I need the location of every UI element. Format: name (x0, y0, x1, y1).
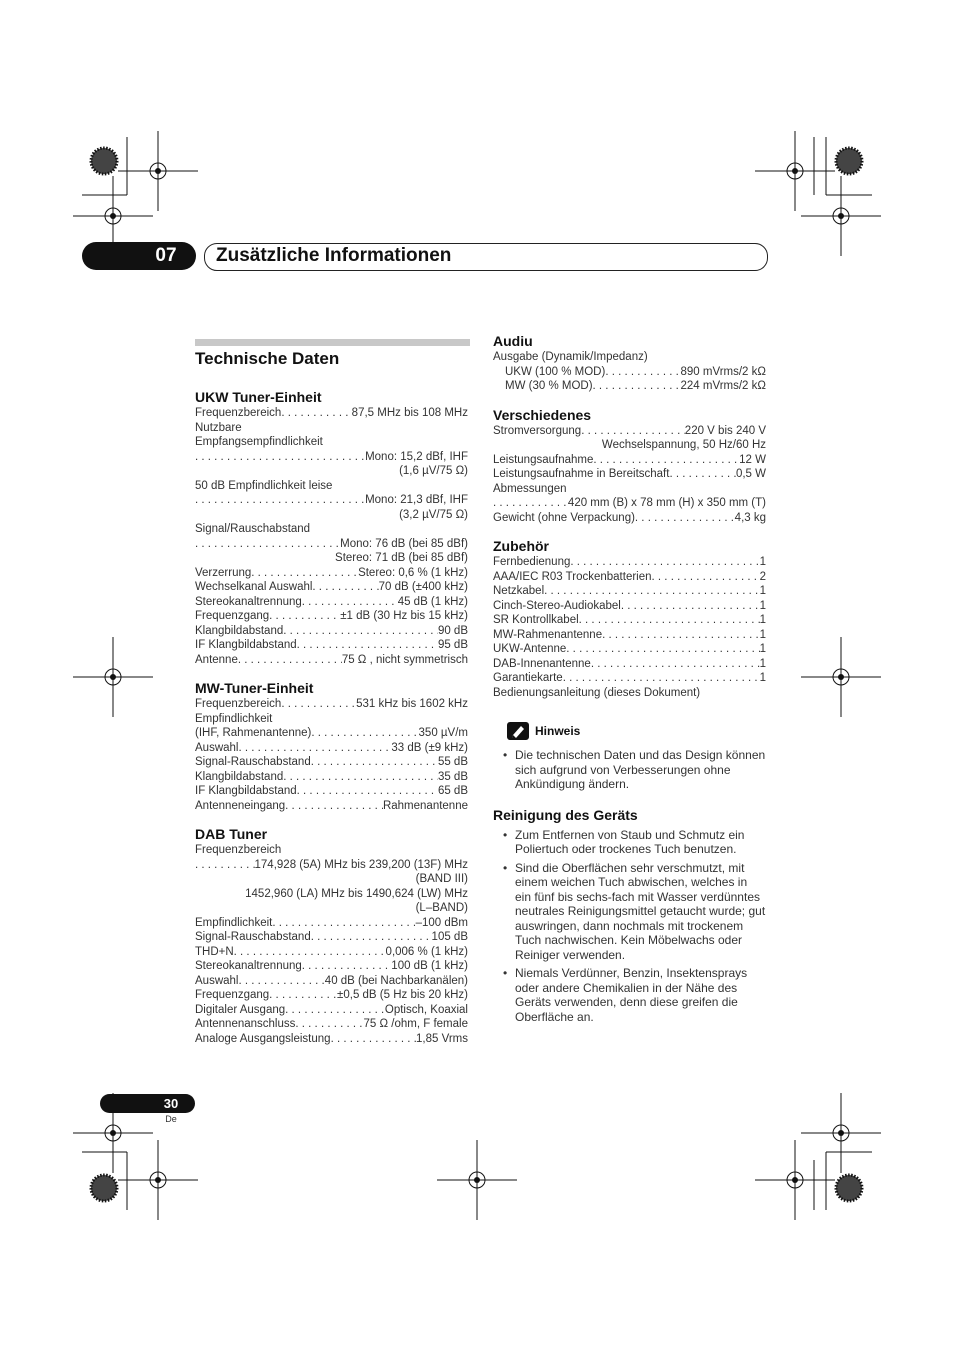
ukw-heading: UKW Tuner-Einheit (195, 389, 322, 405)
spec-label: Gewicht (ohne Verpackung) (493, 511, 635, 524)
spec-value: 4,3 kg (734, 511, 766, 524)
spec-row (493, 379, 766, 394)
spec-row (195, 406, 468, 421)
spec-label: IF Klangbildabstand (195, 785, 297, 797)
spec-value: 0,006 % (1 kHz) (385, 945, 468, 958)
accessory-row (493, 657, 766, 672)
accessory-row (493, 642, 766, 657)
spec-label: (IHF, Rahmenantenne) (195, 727, 312, 739)
right-column (493, 332, 766, 1036)
spec-row (195, 638, 468, 653)
spec-label: IF Klangbildabstand (195, 639, 297, 651)
spec-row (493, 365, 766, 380)
list-item: • Niemals Verdünner, Benzin, Insektensprays oder andere Chemikalien in der Nähe des Geräts verwenden, denn diese greifen die Oberfläche an. (493, 966, 766, 1024)
spec-value: Stereo: 71 dB (bei 85 dBf) (335, 552, 468, 564)
spec-label: Empfindlichkeit (195, 712, 273, 725)
list-item: • Sind die Oberflächen sehr verschmutzt, mit einem weichen Tuch abwischen, welches in ein fünf bis sechs-fach mit Wasser verdünntes neutrales Reinigungsmittel getaucht wurde; gut auswringen, dann nochmals mit trockenem Tuch nachwischen. Kein Möbelwachs oder Reiniger verwenden. (493, 861, 766, 963)
spec-row (195, 858, 468, 873)
spec-row (195, 726, 468, 741)
spec-label: THD+N (195, 945, 234, 958)
spec-value: (1,6 µV/75 Ω) (399, 465, 468, 477)
spec-row (493, 511, 766, 526)
spec-value: 33 dB (±9 kHz) (391, 741, 468, 754)
accessory-count: 1 (759, 599, 766, 612)
spec-row (195, 755, 468, 770)
spec-row (195, 609, 468, 624)
accessory-row (493, 613, 766, 628)
spec-value: –100 dBm (415, 916, 468, 929)
spec-value: 890 mVrms/2 kΩ (680, 365, 766, 378)
spec-label: Auswahl (195, 741, 239, 754)
spec-value: 1452,960 (LA) MHz bis 1490,624 (LW) MHz (245, 887, 468, 900)
spec-row (195, 450, 468, 465)
page-number: 30 (163, 1096, 179, 1111)
accessory-row (493, 599, 766, 614)
mw-heading: MW-Tuner-Einheit (195, 680, 314, 696)
spec-label: Klangbildabstand (195, 624, 284, 637)
spec-value: 55 dB (437, 756, 468, 768)
page-language: De (165, 1114, 177, 1124)
spec-value: 75 Ω , nicht symmetrisch (341, 653, 468, 666)
accessory-count: 1 (759, 657, 766, 670)
spec-value: 174,928 (5A) MHz bis 239,200 (13F) MHz (254, 858, 468, 871)
dab-block (195, 825, 468, 1046)
note-header (507, 722, 766, 740)
spec-row (493, 424, 766, 439)
spec-value: 95 dB (437, 639, 468, 651)
spec-label: 50 dB Empfindlichkeit leise (195, 479, 333, 492)
spec-row (195, 566, 468, 581)
accessory-label: Fernbedienung (493, 556, 571, 568)
spec-label: Signal-Rauschabstand (195, 756, 311, 768)
spec-label: Signal/Rauschabstand (195, 523, 311, 535)
spec-row (195, 1017, 468, 1032)
spec-row (195, 1003, 468, 1018)
spec-value: 224 mVrms/2 kΩ (680, 380, 766, 392)
spec-row (195, 493, 468, 508)
spec-row (195, 741, 468, 756)
spec-label: Frequenzgang (195, 989, 270, 1001)
accessory-count: 1 (759, 628, 766, 641)
accessory-count: 1 (759, 585, 766, 597)
spec-value: 220 V bis 240 V (684, 424, 766, 437)
spec-row (195, 988, 468, 1003)
chapter-title: Zusätzliche Informationen (216, 245, 452, 266)
spec-label: Wechselkanal Auswahl (195, 581, 313, 593)
spec-value: 0,5 W (735, 468, 766, 480)
spec-label: Verzerrung (195, 566, 252, 579)
chapter-number: 07 (155, 245, 177, 266)
spec-value: ±0,5 dB (5 Hz bis 20 kHz) (337, 989, 468, 1001)
spec-value: 35 dB (437, 770, 468, 783)
spec-value: 40 dB (bei Nachbarkanälen) (324, 974, 468, 987)
mw-block (195, 679, 468, 813)
accessory-label: MW-Rahmenantenne (493, 628, 603, 641)
spec-value: 105 dB (431, 931, 468, 943)
accessory-row (493, 555, 766, 570)
audiu-heading: Audiu (493, 333, 533, 349)
accessory-count: 2 (759, 570, 766, 583)
spec-label: Signal-Rauschabstand (195, 931, 311, 943)
accessory-count: 1 (759, 672, 766, 684)
spec-value: 350 µV/m (418, 727, 468, 739)
spec-row (195, 770, 468, 785)
spec-row (195, 784, 468, 799)
spec-row (195, 595, 468, 610)
spec-label: Empfindlichkeit (195, 916, 273, 929)
spec-label: Abmessungen (493, 482, 567, 495)
spec-value: 100 dB (1 kHz) (391, 960, 468, 972)
spec-row (493, 467, 766, 482)
spec-label: Stereokanaltrennung (195, 960, 302, 972)
spec-value: ±1 dB (30 Hz bis 15 kHz) (340, 610, 468, 622)
cleaning-list (493, 828, 766, 1025)
accessory-label: SR Kontrollkabel (493, 614, 579, 626)
spec-label: Leistungsaufnahme in Bereitschaft (493, 468, 670, 480)
spec-label: Auswahl (195, 974, 239, 987)
accessory-row (493, 671, 766, 686)
accessory-label: Bedienungsanleitung (dieses Dokument) (493, 686, 701, 699)
spec-row (195, 799, 468, 814)
spec-label: Frequenzbereich (195, 844, 282, 856)
spec-label: Stereokanaltrennung (195, 595, 302, 608)
spec-value: (L–BAND) (415, 902, 468, 914)
spec-row (195, 653, 468, 668)
spec-label: Frequenzbereich (195, 698, 282, 710)
spec-value: Mono: 21,3 dBf, IHF (365, 494, 468, 506)
accessory-label: DAB-Innenantenne (493, 657, 591, 670)
verschiedenes-heading: Verschiedenes (493, 406, 592, 423)
verschiedenes-block (493, 406, 766, 526)
spec-label: MW (30 % MOD) (505, 380, 593, 392)
reinigung-block (493, 806, 766, 1025)
note-text: • Die technischen Daten und das Design können sich aufgrund von Verbesserungen ohne Ankündigung ändern. (493, 748, 766, 792)
spec-value: 87,5 MHz bis 108 MHz (351, 407, 468, 419)
spec-value: Mono: 15,2 dBf, IHF (365, 450, 468, 463)
spec-value: Optisch, Koaxial (384, 1003, 468, 1016)
spec-row (195, 974, 468, 989)
spec-value: 90 dB (437, 624, 468, 637)
spec-row (195, 1032, 468, 1047)
list-item: • Zum Entfernen von Staub und Schmutz ein Poliertuch oder trockenes Tuch benutzen. (493, 828, 766, 857)
spec-label: Leistungsaufnahme (493, 453, 594, 466)
spec-value: (BAND III) (415, 873, 468, 885)
spec-row (195, 930, 468, 945)
spec-row (195, 697, 468, 712)
spec-row (195, 945, 468, 960)
spec-row (493, 453, 766, 468)
accessory-row (493, 628, 766, 643)
accessory-label: Cinch-Stereo-Audiokabel (493, 599, 621, 612)
dab-heading: DAB Tuner (195, 826, 268, 842)
spec-value: (3,2 µV/75 Ω) (399, 508, 468, 521)
spec-row (195, 580, 468, 595)
spec-value: Rahmenantenne (382, 799, 468, 812)
spec-value: Stereo: 0,6 % (1 kHz) (358, 566, 468, 579)
spec-row (493, 496, 766, 511)
spec-value: 75 Ω /ohm, F female (363, 1018, 468, 1030)
audiu-block (493, 332, 766, 394)
spec-value: 12 W (739, 453, 766, 466)
accessory-count: 1 (759, 556, 766, 568)
spec-label: UKW (100 % MOD) (505, 365, 606, 378)
zubehoer-heading: Zubehör (493, 538, 549, 554)
spec-label: Antenne (195, 653, 238, 666)
note-block (493, 722, 766, 792)
accessory-label: Garantiekarte (493, 672, 563, 684)
left-column (195, 388, 468, 1058)
spec-value: 65 dB (437, 785, 468, 797)
spec-value: Mono: 76 dB (bei 85 dBf) (340, 537, 468, 550)
spec-label: Antennenanschluss (195, 1018, 296, 1030)
ukw-block (195, 388, 468, 667)
spec-label: Nutzbare (195, 421, 242, 434)
accessory-row (493, 584, 766, 599)
spec-row (195, 624, 468, 639)
spec-label: Empfangsempfindlichkeit (195, 436, 323, 448)
spec-row (195, 959, 468, 974)
spec-label: Klangbildabstand (195, 770, 284, 783)
section-title: Technische Daten (195, 349, 340, 368)
spec-value: 531 kHz bis 1602 kHz (356, 698, 468, 710)
section-rule (195, 339, 470, 346)
spec-row (195, 916, 468, 931)
spec-label: Analoge Ausgangsleistung (195, 1032, 331, 1045)
spec-label: Antenneneingang (195, 799, 286, 812)
accessory-count: 1 (759, 614, 766, 626)
spec-value: 70 dB (±400 kHz) (378, 581, 468, 593)
spec-value: 45 dB (1 kHz) (397, 595, 468, 608)
note-label: Hinweis (535, 724, 581, 738)
spec-label: Frequenzgang (195, 610, 270, 622)
spec-value: Wechselspannung, 50 Hz/60 Hz (601, 439, 766, 451)
accessory-count: 1 (759, 643, 766, 655)
spec-label: Frequenzbereich (195, 407, 282, 419)
spec-value: 1,85 Vrms (416, 1032, 468, 1045)
zubehoer-block (493, 537, 766, 700)
spec-label: Ausgabe (Dynamik/Impedanz) (493, 351, 648, 363)
spec-label: Digitaler Ausgang (195, 1003, 286, 1016)
accessory-label: UKW-Antenne (493, 643, 567, 655)
accessory-label: AAA/IEC R03 Trockenbatterien (493, 570, 652, 583)
accessory-row (493, 570, 766, 585)
accessory-label: Netzkabel (493, 585, 545, 597)
note-list (493, 748, 766, 792)
pencil-note-icon (507, 722, 529, 740)
spec-label: Stromversorgung (493, 424, 582, 437)
reinigung-heading: Reinigung des Geräts (493, 806, 638, 823)
spec-value: 420 mm (B) x 78 mm (H) x 350 mm (T) (567, 497, 766, 509)
spec-row (195, 537, 468, 552)
